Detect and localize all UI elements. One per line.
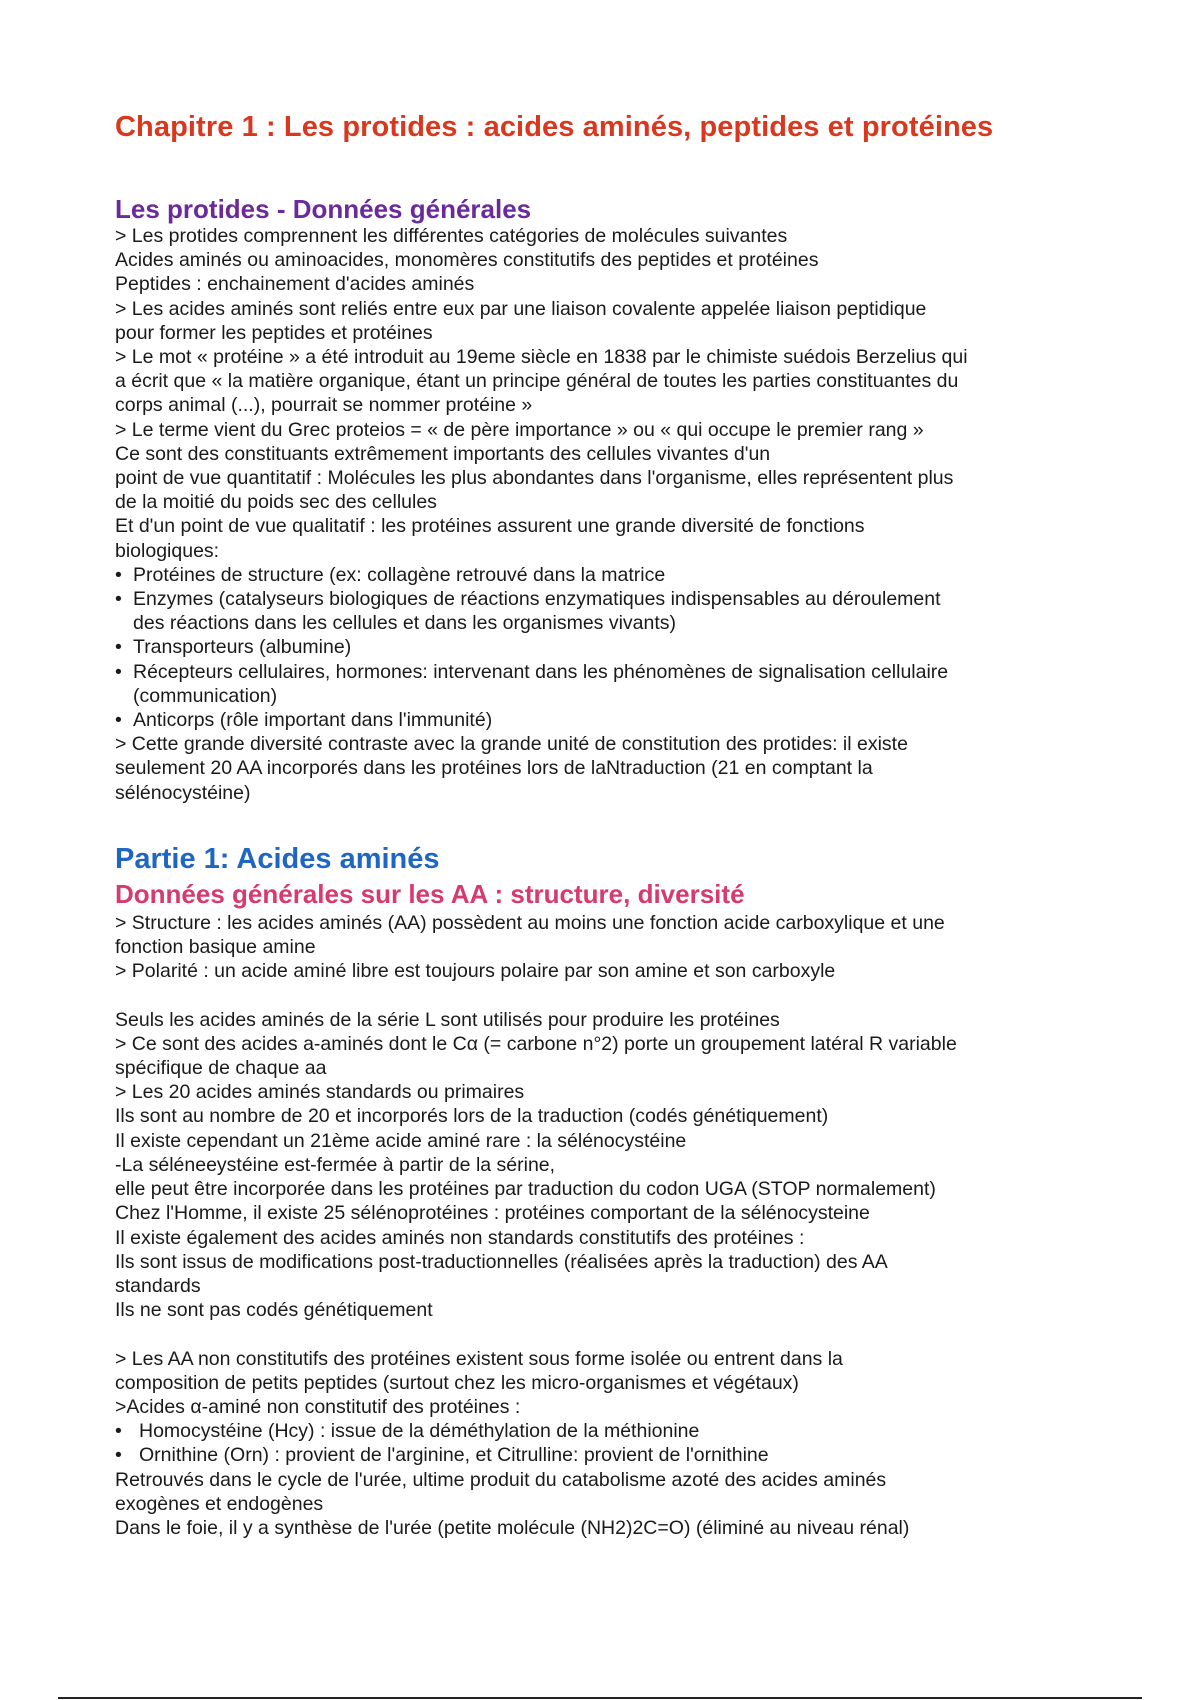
text-line: Peptides : enchainement d'acides aminés: [115, 273, 475, 296]
text-line: > Le terme vient du Grec proteios = « de père importance » ou « qui occupe le premier rang »: [115, 418, 924, 441]
text-line: > Les 20 acides aminés standards ou primaires: [115, 1081, 525, 1104]
text-line: Il existe également des acides aminés non standards constitutifs des protéines :: [115, 1226, 805, 1249]
subsection-heading-structure: Données générales sur les AA : structure, diversité: [115, 878, 745, 909]
text-line: > Polarité : un acide aminé libre est toujours polaire par son amine et son carboxyle: [115, 960, 836, 983]
chapter-title: Chapitre 1 : Les protides : acides aminés, peptides et protéines: [115, 111, 994, 143]
text-line: Ils sont au nombre de 20 et incorporés lors de la traduction (codés génétiquement): [115, 1105, 829, 1128]
page-bottom-rule: [58, 1697, 1142, 1699]
text-line: > Le mot « protéine » a été introduit au 19eme siècle en 1838 par le chimiste suédois Berzelius qui: [115, 346, 968, 369]
text-line: Seuls les acides aminés de la série L sont utilisés pour produire les protéines: [115, 1008, 780, 1031]
text-line: exogènes et endogènes: [115, 1492, 324, 1515]
text-line: >Acides α-aminé non constitutif des protéines :: [115, 1395, 521, 1418]
text-line: corps animal (...), pourrait se nommer protéine »: [115, 394, 533, 417]
text-line: biologiques:: [115, 539, 220, 562]
bullet-item: • Récepteurs cellulaires, hormones: intervenant dans les phénomènes de signalisation cellulaire: [115, 660, 1095, 684]
text-line: Ils ne sont pas codés génétiquement: [115, 1299, 433, 1322]
part1-body: [115, 911, 1095, 1540]
text-line: > Structure : les acides aminés (AA) possèdent au moins une fonction acide carboxylique et une: [115, 911, 945, 934]
text-line: > Les protides comprennent les différentes catégories de molécules suivantes: [115, 225, 788, 247]
bullet-continuation: des réactions dans les cellules et dans les organismes vivants): [133, 612, 677, 635]
text-line: composition de petits peptides (surtout chez les micro-organismes et végétaux): [115, 1371, 799, 1394]
text-line: Dans le foie, il y a synthèse de l'urée (petite molécule (NH2)2C=O) (éliminé au niveau rénal): [115, 1516, 910, 1539]
text-line: fonction basique amine: [115, 936, 316, 959]
text-line: de la moitié du poids sec des cellules: [115, 491, 437, 514]
text-line: Il existe cependant un 21ème acide aminé rare : la sélénocystéine: [115, 1129, 687, 1152]
bullet-item: • Transporteurs (albumine): [115, 635, 1095, 659]
spacer: [115, 1322, 1095, 1346]
text-line: > Cette grande diversité contraste avec la grande unité de constitution des protides: il existe: [115, 733, 908, 756]
bullet-item: • Ornithine (Orn) : provient de l'arginine, et Citrulline: provient de l'ornithine: [115, 1443, 1095, 1467]
bullet-item: • Homocystéine (Hcy) : issue de la déméthylation de la méthionine: [115, 1419, 1095, 1443]
text-line: > Ce sont des acides a-aminés dont le Cα (= carbone n°2) porte un groupement latéral R variable: [115, 1032, 957, 1055]
spacer: [115, 983, 1095, 1007]
bullet-item: • Anticorps (rôle important dans l'immunité): [115, 708, 1095, 732]
text-line: point de vue quantitatif : Molécules les plus abondantes dans l'organisme, elles représentent plus: [115, 467, 954, 490]
text-line: Retrouvés dans le cycle de l'urée, ultime produit du catabolisme azoté des acides aminés: [115, 1468, 887, 1491]
bullet-item: • Protéines de structure (ex: collagène retrouvé dans la matrice: [115, 563, 1095, 587]
text-line: seulement 20 AA incorporés dans les protéines lors de laNtraduction (21 en comptant la: [115, 757, 873, 780]
text-line: > Les acides aminés sont reliés entre eux par une liaison covalente appelée liaison peptidique: [115, 297, 927, 320]
text-line: standards: [115, 1274, 201, 1297]
text-line: -La séléneeystéine est-fermée à partir de la sérine,: [115, 1153, 556, 1176]
text-line: Et d'un point de vue qualitatif : les protéines assurent une grande diversité de fonctions: [115, 515, 865, 538]
bullet-item: • Enzymes (catalyseurs biologiques de réactions enzymatiques indispensables au déroulement: [115, 587, 1095, 611]
section-heading-protides: Les protides - Données générales: [115, 194, 532, 224]
text-line: pour former les peptides et protéines: [115, 321, 433, 344]
text-line: Ce sont des constituants extrêmement importants des cellules vivantes d'un: [115, 442, 771, 465]
text-line: elle peut être incorporée dans les protéines par traduction du codon UGA (STOP normalement): [115, 1178, 936, 1201]
bullet-continuation: (communication): [133, 684, 278, 707]
text-line: Chez l'Homme, il existe 25 sélénoprotéines : protéines comportant de la sélénocysteine: [115, 1202, 870, 1225]
text-line: Ils sont issus de modifications post-traductionnelles (réalisées après la traduction) des AA: [115, 1250, 888, 1273]
text-line: > Les AA non constitutifs des protéines existent sous forme isolée ou entrent dans la: [115, 1347, 843, 1370]
part-heading-acides-amines: Partie 1: Acides aminés: [115, 842, 440, 875]
text-line: Acides aminés ou aminoacides, monomères constitutifs des peptides et protéines: [115, 249, 819, 272]
document-page: [115, 108, 1095, 1540]
text-line: sélénocystéine): [115, 781, 251, 804]
text-line: spécifique de chaque aa: [115, 1057, 327, 1080]
section-protides-body: [115, 224, 1095, 805]
text-line: a écrit que « la matière organique, étant un principe général de toutes les parties constituantes du: [115, 370, 959, 393]
